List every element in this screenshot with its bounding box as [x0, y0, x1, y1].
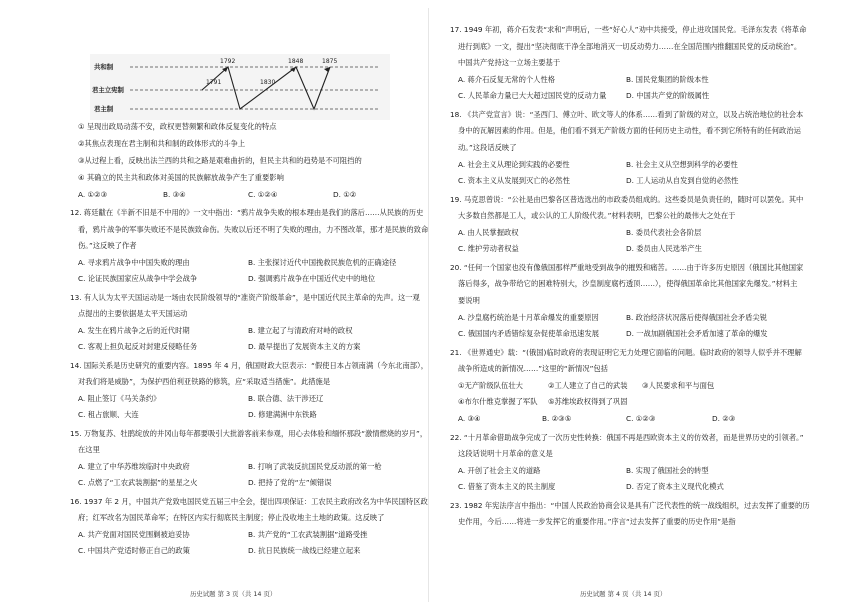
q23-line-1: 23. 1982 年宪法序言中指出：“中国人民政治协商会议是具有广泛代表性的统一战线组织，过去发挥了重要的历: [450, 501, 810, 510]
q18-option-c: C. 资本主义从发展到灭亡的必然性: [458, 176, 570, 185]
q20-line-2: 落后得多，战争带给它的困难特别大，沙皇制度腐朽透顶……），使得俄国革命比其他国家先爆发。”材料主: [458, 279, 798, 288]
q15-option-a: A. 建立了中华苏维埃临时中央政府: [78, 462, 190, 471]
q21-option-a: A. ③④: [458, 414, 481, 423]
q20-option-d: D. 一战加剧俄国社会矛盾加速了革命的爆发: [626, 329, 768, 338]
page-footer-right: 历史试题 第 4 页（共 14 页）: [580, 590, 667, 598]
q17-option-a: A. 蒋介石反复无常的个人性格: [458, 75, 556, 84]
q12-line-3: 伤。”这反映了作者: [78, 241, 137, 250]
q19-option-c: C. 维护劳动者权益: [458, 244, 519, 253]
q21-item-1: ①无产阶级队伍壮大: [458, 381, 523, 390]
q18-option-b: B. 社会主义从空想到科学的必要性: [626, 160, 738, 169]
q13-option-b: B. 建立起了与清政府对峙的政权: [248, 326, 353, 335]
row-label-constitutional-monarchy: 君主立宪制: [92, 86, 124, 94]
q14-line-1: 14. 国际关系是历史研究的重要内容。1895 年 4 月，俄国财政大臣表示：“假使日本占领南满（今东北南部），: [70, 361, 428, 370]
q16-option-a: A. 共产党面对国民党围剿被迫妥协: [78, 530, 190, 539]
q13-option-d: D. 最早提出了发展资本主义的方案: [248, 342, 361, 351]
statement-1: ① 呈现出政局动荡不安，政权更替频繁和政体反复变化的特点: [78, 122, 277, 131]
q18-line-1: 18. 《共产党宣言》说：“圣西门、傅立叶、欧文等人的体系……看到了阶级的对立，以及占统治地位的社会本: [450, 110, 804, 119]
q21-item-2: ②工人建立了自己的武装: [548, 381, 628, 390]
year-1848: 1848: [288, 58, 304, 65]
q19-line-2: 大多数自然都是工人，或公认的工人阶级代表。”材料表明，巴黎公社的最伟大之处在于: [458, 211, 736, 220]
q17-option-c: C. 人民革命力量已大大超过国民党的反动力量: [458, 91, 607, 100]
q14-option-b: B. 联合德、法干涉还辽: [248, 394, 324, 403]
q16-option-d: D. 抗日民族统一战线已经建立起来: [248, 546, 361, 555]
year-1875: 1875: [322, 58, 338, 65]
statement-4: ④ 其确立的民主共和政体对美国的民族解放战争产生了重要影响: [78, 173, 284, 182]
q22-option-b: B. 实现了俄国社会的转型: [626, 466, 709, 475]
q18-option-d: D. 工人运动从自发到自觉的必然性: [626, 176, 739, 185]
q12-option-a: A. 寻求鸦片战争中中国失败的理由: [78, 258, 190, 267]
q14-option-a: A. 阻止签订《马关条约》: [78, 394, 161, 403]
q17-option-d: D. 中国共产党的阶级属性: [626, 91, 710, 100]
page-footer-left: 历史试题 第 3 页（共 14 页）: [190, 590, 277, 598]
q21-item-4: ④布尔什维克掌握了军队: [458, 397, 538, 406]
q15-option-b: B. 打响了武装反抗国民党反动派的第一枪: [248, 462, 382, 471]
right-page: [430, 0, 860, 608]
row-label-republic: 共和制: [94, 63, 114, 71]
q12-line-1: 12. 蒋廷黻在《半新不旧是不中用的》一文中指出：“鸦片战争失败的根本理由是我们的落后……从民族的历史: [70, 208, 424, 217]
q19-option-b: B. 委员代表社会各阶层: [626, 228, 702, 237]
q14-option-d: D. 修建满洲中东铁路: [248, 410, 317, 419]
q21-option-d: D. ②③: [712, 414, 736, 423]
q13-line-2: 点提出的主要依据是太平天国运动: [78, 309, 188, 318]
q15-option-c: C. 点燃了“工农武装割据”的星星之火: [78, 478, 198, 487]
q12-option-c: C. 论证民族国家应从战争中学会战争: [78, 274, 198, 283]
q17-line-2: 进行到底》一文，提出“坚决彻底干净全部地消灭一切反动势力……在全国范围内推翻国民党的反动统治”。: [458, 42, 802, 51]
q17-line-1: 17. 1949 年初，蒋介石发表“求和”声明后，一些“好心人”劝中共接受，停止进攻国民党。毛泽东发表《将革命: [450, 25, 807, 34]
q19-line-1: 19. 马克思曾说：“公社是由巴黎各区普选选出的市政委员组成的。这些委员是负责任的，随时可以罢免。其中: [450, 195, 804, 204]
q17-line-3: 中国共产党持这一立场主要基于: [458, 58, 561, 67]
year-1792: 1792: [220, 58, 236, 65]
q21-option-b: B. ②③⑤: [542, 414, 572, 423]
q16-option-c: C. 中国共产党适时修正自己的政策: [78, 546, 190, 555]
q16-line-2: 府；红军改名为国民革命军；在特区内实行彻底民主制度；停止没收地主土地的政策。这反映了: [78, 513, 385, 522]
option-b: B. ③④: [163, 190, 186, 199]
statement-2: ②其焦点表现在君主制和共和制的政体形式的斗争上: [78, 139, 246, 148]
q16-line-1: 16. 1937 年 2 月，中国共产党致电国民党五届三中全会，提出四项保证：工农民主政府改名为中华民国特区政: [70, 497, 428, 506]
q20-option-b: B. 政治经济状况落后使得俄国社会矛盾尖锐: [626, 313, 767, 322]
q12-option-d: D. 强调鸦片战争在中国近代史中的地位: [248, 274, 376, 283]
q20-line-1: 20. “任何一个国家也没有像俄国那样严重地受到战争的摧毁和痛苦。……由于许多历史原因（俄国比其他国家: [450, 263, 804, 272]
q22-option-c: C. 借鉴了资本主义的民主制度: [458, 482, 556, 491]
q21-item-5: ⑤苏维埃政权得到了巩固: [548, 397, 628, 406]
q21-option-c: C. ①②③: [626, 414, 656, 423]
q13-line-1: 13. 有人认为太平天国运动是一场由农民阶级领导的“准资产阶级革命”，是中国近代民主革命的先声。这一观: [70, 293, 420, 302]
q14-line-2: 对我们将是威胁”，为保护西伯利亚铁路的修筑，应“采取适当措施”。此措施是: [78, 377, 331, 386]
q23-line-2: 史作用，今后……将进一步发挥它的重要作用。”序言“过去发挥了重要的历史作用”是指: [458, 517, 736, 526]
q18-option-a: A. 社会主义从理论到实践的必要性: [458, 160, 570, 169]
q19-option-d: D. 委员由人民选举产生: [626, 244, 702, 253]
q22-option-a: A. 开创了社会主义的道路: [458, 466, 541, 475]
q17-option-b: B. 国民党集团的阶级本性: [626, 75, 709, 84]
q20-option-c: C. 俄国国内矛盾错综复杂促使革命迅速发展: [458, 329, 600, 338]
q13-option-a: A. 发生在鸦片战争之后的近代时期: [78, 326, 190, 335]
q15-line-2: 在这里: [78, 445, 100, 454]
q20-option-a: A. 沙皇腐朽统治是十月革命爆发的重要原因: [458, 313, 599, 322]
q12-option-b: B. 主张探讨近代中国挽救民族危机的正确途径: [248, 258, 397, 267]
q21-line-2: 战争所造成的新情况……”这里的“新情况”包括: [458, 364, 608, 373]
q18-line-2: 身中的瓦解因素的作用。但是，他们看不到无产阶级方面的任何历史主动性，看不到它所特有的任何政治运: [458, 126, 801, 135]
regime-timeline-diagram: [90, 54, 390, 120]
q15-option-d: D. 把持了党的“左”倾错误: [248, 478, 332, 487]
statement-3: ③从过程上看，反映出法兰西的共和之路是艰难曲折的，但民主共和的趋势是不可阻挡的: [78, 156, 362, 165]
q13-option-c: C. 客观上担负起反对封建反侵略任务: [78, 342, 198, 351]
q14-option-c: C. 租占旅顺、大连: [78, 410, 139, 419]
year-1791: 1791: [206, 79, 222, 86]
q20-line-3: 要说明: [458, 296, 480, 305]
row-label-monarchy: 君主制: [94, 105, 114, 113]
q16-option-b: B. 共产党的“工农武装割据”道路受挫: [248, 530, 368, 539]
option-c: C. ①②④: [248, 190, 278, 199]
q12-line-2: 看，鸦片战争的军事失败还不是民族致命伤。失败以后还不明了失败的理由，力不图改革，那才是民族的致命: [78, 225, 429, 234]
year-1830: 1830: [260, 79, 276, 86]
q22-option-d: D. 否定了资本主义现代化模式: [626, 482, 724, 491]
q15-line-1: 15. 万物复苏、牡鹃绽放的井冈山每年都要吸引大批游客前来参观，用心去体验和缅怀那段“激情燃烧的岁月”，: [70, 429, 428, 438]
option-d: D. ①②: [333, 190, 357, 199]
q19-option-a: A. 由人民掌握政权: [458, 228, 519, 237]
option-a: A. ①②③: [78, 190, 108, 199]
q22-line-1: 22. “十月革命借助战争完成了一次历史性转换：俄国不再是西欧资本主义的仿效者，而是世界历史的引领者。”: [450, 433, 804, 442]
q18-line-3: 动。”这段话反映了: [458, 143, 517, 152]
q22-line-2: 这段话说明十月革命的意义是: [458, 449, 553, 458]
q21-item-3: ③人民要求和平与面包: [642, 381, 715, 390]
q21-line-1: 21. 《世界通史》载：“(俄国)临时政府的表现证明它无力处理它面临的问题。临时政府的领导人似乎并不理解: [450, 348, 802, 357]
